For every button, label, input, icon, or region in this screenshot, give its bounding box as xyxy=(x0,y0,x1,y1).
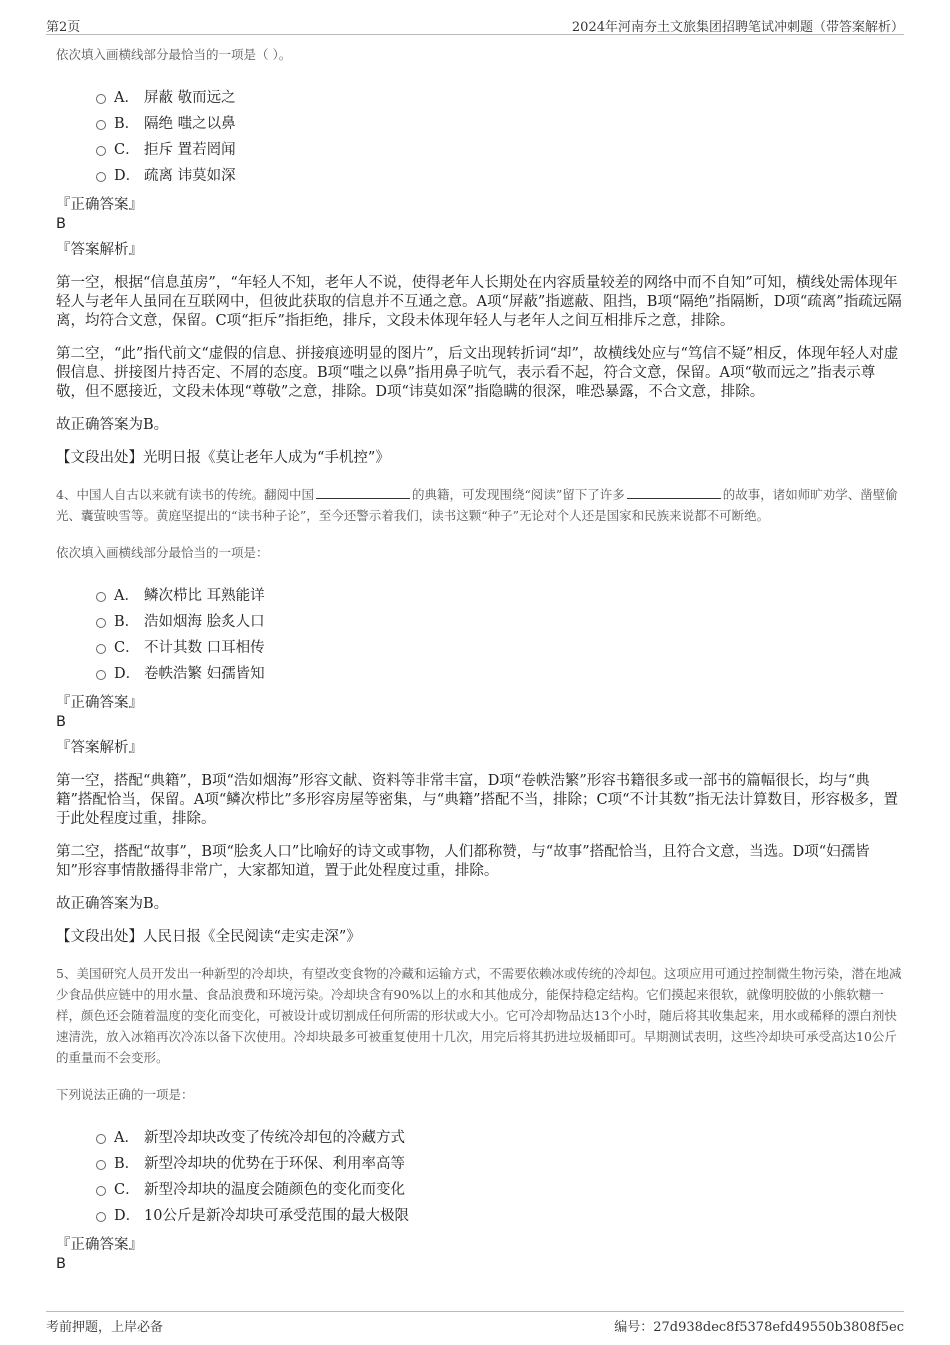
document-title: 2024年河南夯土文旅集团招聘笔试冲刺题（带答案解析） xyxy=(571,20,904,35)
radio-button-icon[interactable] xyxy=(96,1212,106,1222)
document-serial: 编号：27d938dec8f5378efd49550b3808f5ec xyxy=(614,1320,904,1335)
analysis-paragraph: 第一空，根据“信息茧房”，“年轻人不知，老年人不说，使得老年人长期处在内容质量较差的网络中而不自知”可知，横线处需体现年轻人与老年人虽同在互联网中，但彼此获取的信息并不互通之意。A项“屏蔽”指遮蔽、阻挡，B项“隔绝”指隔断，D项“疏离”指疏远隔离，均符合文意，保留。C项“拒斥”指拒绝，排斥，文段未体现年轻人与老年人之间互相排斥之意，排除。 xyxy=(56,275,902,329)
answer-value: B xyxy=(56,1256,66,1272)
question-3-options xyxy=(96,85,904,189)
radio-button-icon[interactable] xyxy=(96,670,106,680)
source-citation: 【文段出处】人民日报《全民阅读“走实走深”》 xyxy=(56,929,361,945)
question-5-prompt: 下列说法正确的一项是： xyxy=(56,1087,194,1102)
page-content xyxy=(56,44,904,1280)
analysis-paragraph: 第一空，搭配“典籍”，B项“浩如烟海”形容文献、资料等非常丰富，D项“卷帙浩繁”形容书籍很多或一部书的篇幅很长，均与“典籍”搭配恰当，保留。A项“鳞次栉比”多形容房屋等密集，与“典籍”搭配不当，排除；C项“不计其数”指无法计算数目，形容极多，置于此处程度过重，排除。 xyxy=(56,773,898,827)
option-d[interactable]: D． 疏离 讳莫如深 xyxy=(96,163,904,189)
question-3 xyxy=(56,44,904,468)
question-3-prompt: 依次填入画横线部分最恰当的一项是（ ）。 xyxy=(56,47,292,62)
option-c[interactable]: C． 新型冷却块的温度会随颜色的变化而变化 xyxy=(96,1177,904,1203)
radio-button-icon[interactable] xyxy=(96,592,106,602)
option-c[interactable]: C． 不计其数 口耳相传 xyxy=(96,635,904,661)
answer-label: 『正确答案』 xyxy=(56,1237,143,1253)
analysis-paragraph: 第二空，“此”指代前文“虚假的信息、拼接痕迹明显的图片”，后文出现转折词“却”，故横线处应与“笃信不疑”相反，体现年轻人对虚假信息、拼接图片持否定、不屑的态度。B项“嗤之以鼻”指用鼻子吭气，表示看不起，符合文意，保留。A项“敬而远之”指表示尊敬，但不愿接近，文段未体现“尊敬”之意，排除。D项“讳莫如深”指隐瞒的很深，唯恐暴露，不合文意，排除。 xyxy=(56,346,899,400)
question-4-options xyxy=(96,583,904,687)
page-footer xyxy=(46,1311,904,1336)
radio-button-icon[interactable] xyxy=(96,94,106,104)
radio-button-icon[interactable] xyxy=(96,120,106,130)
option-a[interactable]: A． 鳞次栉比 耳熟能详 xyxy=(96,583,904,609)
question-5-text: 5、美国研究人员开发出一种新型的冷却块，有望改变食物的冷藏和运输方式，不需要依赖冰或传统的冷却包。这项应用可通过控制微生物污染，潜在地减少食品供应链中的用水量、食品浪费和环境污染。冷却块含有90%以上的水和其他成分，能保持稳定结构。它们摸起来很软，就像明胶做的小熊软糖一样，颜色还会随着温度的变化而变化，可被设计或切割成任何所需的形状或大小。它可冷却物品达13个小时，随后将其收集起来，用水或稀释的漂白剂快速清洗，放入冰箱再次冷冻以备下次使用。冷却块最多可被重复使用十几次，用完后将其扔进垃圾桶即可。早期测试表明，这些冷却块可承受高达10公斤的重量而不会变形。 xyxy=(56,966,902,1065)
analysis-paragraph: 第二空，搭配“故事”，B项“脍炙人口”比喻好的诗文或事物，人们都称赞，与“故事”搭配恰当，且符合文意，当选。D项“妇孺皆知”形容事情散播得非常广，大家都知道，置于此处程度过重，排除。 xyxy=(56,844,870,879)
analysis-label: 『答案解析』 xyxy=(56,242,143,258)
radio-button-icon[interactable] xyxy=(96,146,106,156)
answer-label: 『正确答案』 xyxy=(56,695,143,711)
question-4-text: 4、中国人自古以来就有读书的传统。翻阅中国 的典籍，可发现围绕“阅读”留下了许多 的故事，诸如师旷劝学、凿壁偷光、囊萤映雪等。黄庭坚提出的“读书种子论”，至今还警示着我们，读书这颗“种子”无论对个人还是国家和民族来说都不可断绝。 xyxy=(56,487,898,523)
radio-button-icon[interactable] xyxy=(96,172,106,182)
radio-button-icon[interactable] xyxy=(96,618,106,628)
page-header xyxy=(46,14,904,35)
fill-blank xyxy=(316,486,410,499)
radio-button-icon[interactable] xyxy=(96,1134,106,1144)
option-c[interactable]: C． 拒斥 置若罔闻 xyxy=(96,137,904,163)
option-a[interactable]: A． 屏蔽 敬而远之 xyxy=(96,85,904,111)
answer-value: B xyxy=(56,216,66,232)
answer-value: B xyxy=(56,714,66,730)
analysis-conclusion: 故正确答案为B。 xyxy=(56,896,169,912)
fill-blank xyxy=(627,486,721,499)
option-d[interactable]: D． 卷帙浩繁 妇孺皆知 xyxy=(96,661,904,687)
footer-slogan: 考前押题，上岸必备 xyxy=(46,1320,164,1335)
question-5 xyxy=(56,963,904,1274)
source-citation: 【文段出处】光明日报《莫让老年人成为“手机控”》 xyxy=(56,450,390,466)
answer-label: 『正确答案』 xyxy=(56,197,143,213)
option-a[interactable]: A． 新型冷却块改变了传统冷却包的冷藏方式 xyxy=(96,1125,904,1151)
option-b[interactable]: B． 浩如烟海 脍炙人口 xyxy=(96,609,904,635)
question-5-options xyxy=(96,1125,904,1229)
option-b[interactable]: B． 新型冷却块的优势在于环保、利用率高等 xyxy=(96,1151,904,1177)
option-b[interactable]: B． 隔绝 嗤之以鼻 xyxy=(96,111,904,137)
analysis-label: 『答案解析』 xyxy=(56,740,143,756)
page-number: 第2页 xyxy=(46,20,81,35)
question-4 xyxy=(56,484,904,947)
question-4-prompt: 依次填入画横线部分最恰当的一项是： xyxy=(56,545,269,560)
radio-button-icon[interactable] xyxy=(96,1186,106,1196)
radio-button-icon[interactable] xyxy=(96,1160,106,1170)
analysis-conclusion: 故正确答案为B。 xyxy=(56,417,169,433)
radio-button-icon[interactable] xyxy=(96,644,106,654)
option-d[interactable]: D． 10公斤是新冷却块可承受范围的最大极限 xyxy=(96,1203,904,1229)
